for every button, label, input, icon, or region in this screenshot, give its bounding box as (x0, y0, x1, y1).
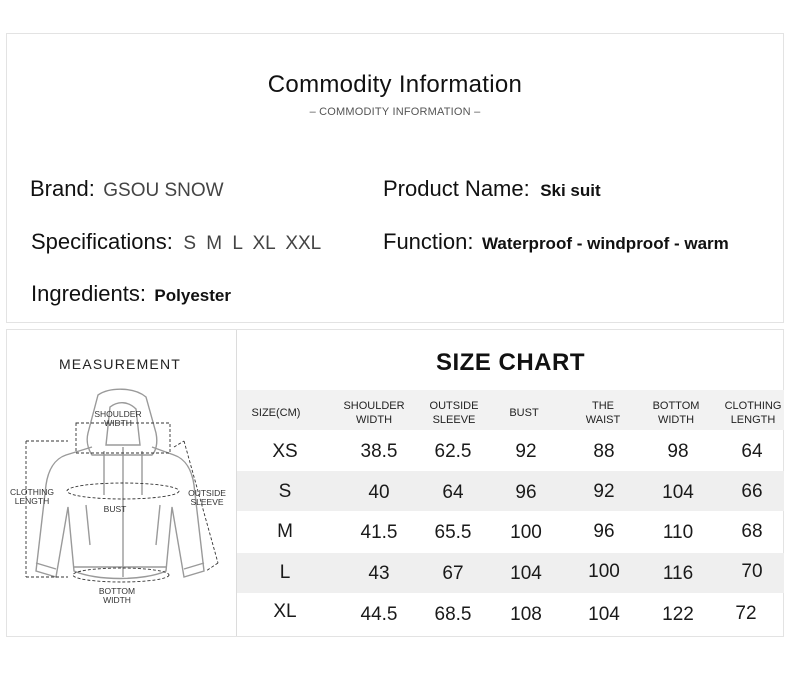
header-shoulder-width: SHOULDER WIDTH (343, 400, 405, 426)
brand-label: Brand: (30, 176, 95, 201)
product-name-value: Ski suit (540, 181, 601, 200)
cell-bust: 104 (510, 563, 542, 584)
cell-bust: 100 (510, 522, 542, 543)
specifications-label: Specifications: (31, 229, 173, 254)
header-waist: THE WAISТ (585, 400, 621, 426)
cell-bottom: 104 (662, 482, 694, 503)
outside-sleeve-label: OUTSIDE SLEEVE (188, 488, 226, 507)
cell-bust: 96 (515, 482, 537, 503)
specifications-value: S M L XL XXL (183, 233, 322, 254)
measurement-title: MEASUREMENT (58, 356, 182, 372)
cell-bust: 92 (515, 441, 537, 462)
function-row (383, 229, 729, 255)
cell-bottom: 116 (662, 563, 694, 584)
bust-label: BUST (103, 504, 127, 514)
ingredients-value: Polyester (154, 286, 231, 305)
cell-size: XS (272, 441, 298, 462)
cell-length: 68 (741, 521, 763, 542)
function-label: Function: (383, 229, 474, 254)
cell-size: S (278, 481, 292, 502)
header-clothing-length: CLOTHING LENGTH (724, 400, 782, 426)
header-size: SIZE(CM) (251, 407, 301, 419)
cell-size: M (277, 521, 293, 542)
bottom-width-label: BOTTOM WIDTH (98, 586, 136, 605)
page-subtitle: – COMMODITY INFORMATION – (309, 106, 481, 118)
cell-length: 66 (741, 481, 763, 502)
cell-length: 64 (741, 441, 763, 462)
cell-waist: 88 (593, 441, 615, 462)
cell-bottom: 122 (662, 604, 694, 625)
function-value: Waterproof - windproof - warm (481, 234, 729, 253)
specifications-row (31, 229, 321, 255)
shoulder-width-label: SHOULDER WIDTH (94, 409, 142, 428)
size-chart-title: SIZE CHART (436, 349, 585, 376)
header-outside-sleeve: OUTSIDE SLEEVE (429, 400, 479, 426)
cell-shoulder: 43 (368, 563, 390, 584)
cell-shoulder: 41.5 (360, 522, 398, 543)
cell-waist: 96 (593, 521, 615, 542)
cell-sleeve: 67 (442, 563, 464, 584)
ingredients-row (31, 281, 231, 307)
header-bust: BUST (509, 407, 539, 419)
ingredients-label: Ingredients: (31, 281, 146, 306)
cell-waist: 100 (588, 561, 620, 582)
cell-bottom: 110 (662, 522, 694, 543)
cell-bottom: 98 (667, 441, 689, 462)
cell-waist: 92 (593, 481, 615, 502)
cell-size: L (279, 562, 291, 583)
cell-sleeve: 64 (442, 482, 464, 503)
brand-row (30, 176, 224, 202)
cell-length: 70 (741, 561, 763, 582)
cell-sleeve: 65.5 (434, 522, 472, 543)
cell-sleeve: 62.5 (434, 441, 472, 462)
page-title: Commodity Information (267, 71, 523, 98)
cell-length: 72 (735, 603, 757, 624)
cell-shoulder: 40 (368, 482, 390, 503)
clothing-length-label: CLOTHING LENGTH (10, 487, 54, 506)
cell-size: XL (273, 601, 297, 622)
product-name-row (383, 176, 601, 202)
cell-sleeve: 68.5 (434, 604, 472, 625)
cell-shoulder: 38.5 (360, 441, 398, 462)
cell-waist: 104 (588, 604, 620, 625)
brand-value: GSOU SNOW (103, 180, 224, 201)
cell-shoulder: 44.5 (360, 604, 398, 625)
product-name-label: Product Name: (383, 176, 530, 201)
header-bottom-width: BOTTOM WIDTH (652, 400, 700, 426)
cell-bust: 108 (510, 604, 542, 625)
